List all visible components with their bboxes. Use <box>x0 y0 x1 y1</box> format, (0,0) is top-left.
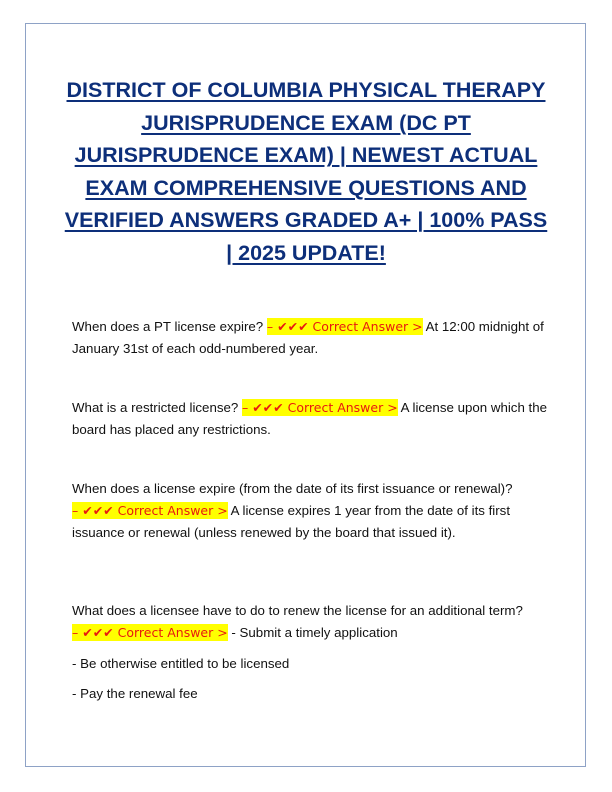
answer-4: - Submit a timely application <box>231 625 398 640</box>
qa-item-2 <box>72 397 552 441</box>
answer-4-line-2: - Be otherwise entitled to be licensed <box>72 656 290 671</box>
correct-answer-marker: – ✔✔✔ Correct Answer > <box>72 625 228 640</box>
document-title: DISTRICT OF COLUMBIA PHYSICAL THERAPY JURISPRUDENCE EXAM (DC PT JURISPRUDENCE EXAM) | NEWEST ACTUAL EXAM COMPREHENSIVE QUESTIONS AND VERIFIED ANSWERS GRADED A+ | 100% PASS | 2025 UPDATE! <box>64 78 548 265</box>
answer-4-line-3: - Pay the renewal fee <box>72 686 198 701</box>
correct-answer-marker: – ✔✔✔ Correct Answer > <box>266 319 423 334</box>
correct-answer-marker: – ✔✔✔ Correct Answer > <box>72 503 228 518</box>
answer-3: A license expires 1 year from the date of its first issuance or renewal (unless renewed by the board that issued it). <box>72 503 511 540</box>
answer-2: A license upon which the board has placed any restrictions. <box>72 400 548 437</box>
answer-1: At 12:00 midnight of January 31st of each odd-numbered year. <box>72 319 544 356</box>
qa-item-1 <box>72 316 552 360</box>
question-4: What does a licensee have to do to renew the license for an additional term? <box>72 603 523 618</box>
qa-item-4 <box>72 600 552 644</box>
qa-item-3 <box>72 478 552 544</box>
question-1: When does a PT license expire? <box>72 319 264 334</box>
question-3: When does a license expire (from the date of its first issuance or renewal)? <box>72 481 513 496</box>
correct-answer-marker: – ✔✔✔ Correct Answer > <box>241 400 398 415</box>
question-2: What is a restricted license? <box>72 400 239 415</box>
